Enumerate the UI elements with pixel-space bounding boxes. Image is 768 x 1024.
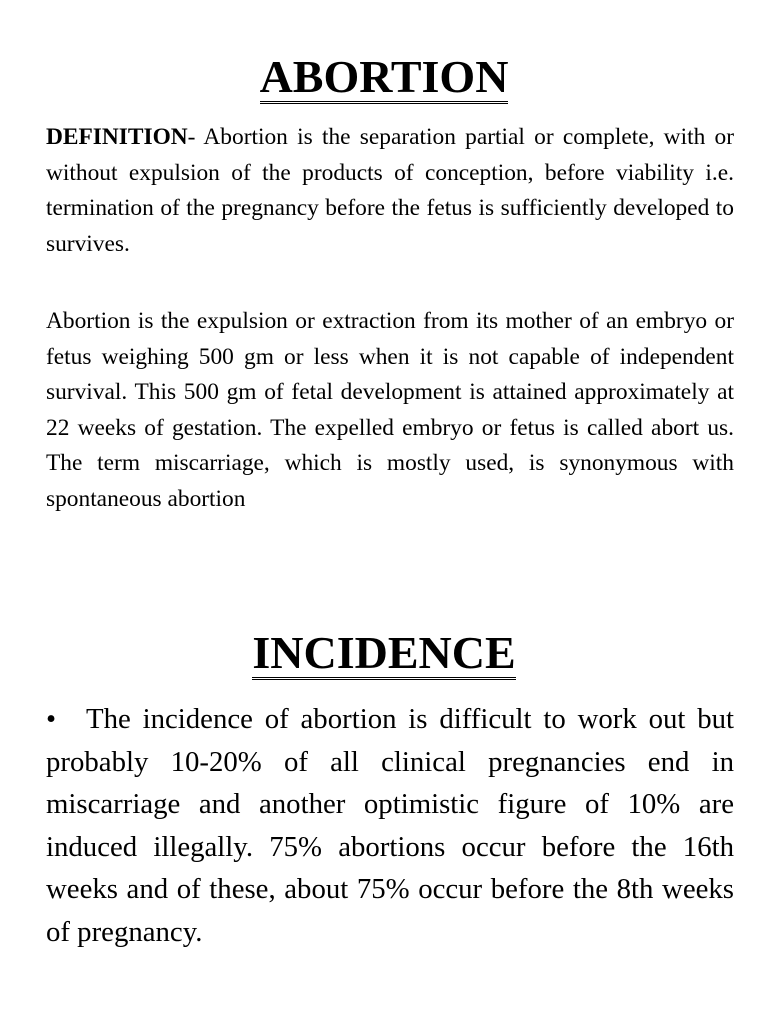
abortion-heading-text: ABORTION [259, 51, 509, 102]
incidence-heading [0, 626, 768, 680]
definition-text: - Abortion is the separation partial or complete, with or without expulsion of the products of conception, before viability i.e. termination of the pregnancy before the fetus is sufficiently developed to survives. [46, 124, 734, 257]
abortion-heading [0, 50, 768, 104]
definition-label: DEFINITION [46, 124, 188, 150]
incidence-heading-text: INCIDENCE [252, 627, 516, 678]
expulsion-paragraph: Abortion is the expulsion or extraction from its mother of an embryo or fetus weighing 500 gm or less when it is not capable of independent survival. This 500 gm of fetal development is attained approximately at 22 weeks of gestation. The expelled embryo or fetus is called abort us. The term miscarriage, which is mostly used, is synonymous with spontaneous abortion [46, 308, 734, 512]
incidence-text: The incidence of abortion is difficult to work out but probably 10-20% of all clinical pregnancies end in miscarriage and another optimistic figure of 10% are induced illegally. 75% abortions occur before the 16th weeks and of these, about 75% occur before the 8th weeks of pregnancy. [46, 703, 734, 948]
incidence-bullet-item [46, 698, 734, 953]
definition-paragraph [46, 120, 734, 262]
bullet-icon: • [46, 703, 57, 735]
